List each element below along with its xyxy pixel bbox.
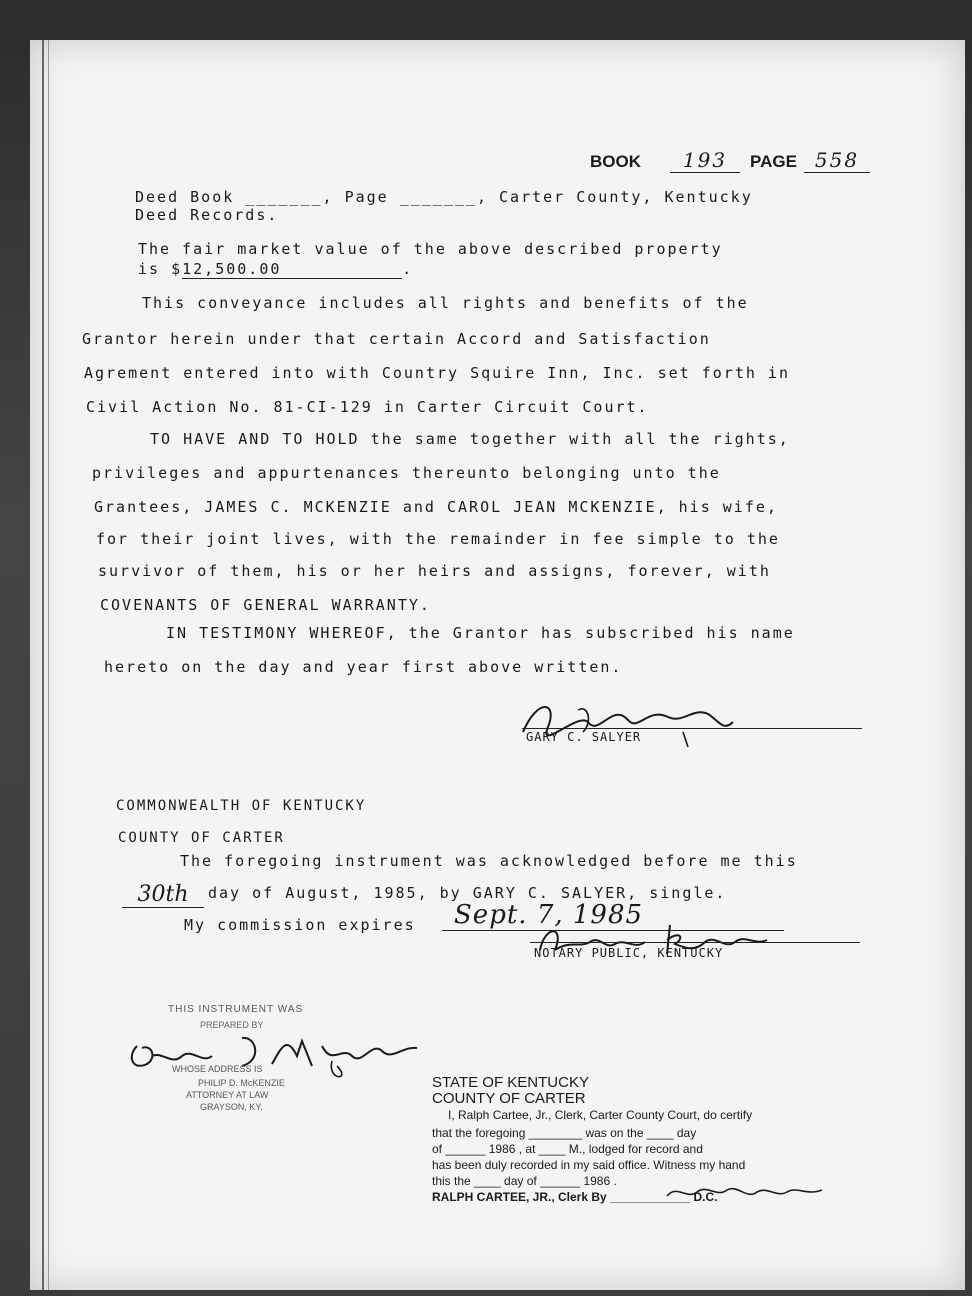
conveyance-line-3: Agrement entered into with Country Squire Inn, Inc. set forth in: [84, 364, 790, 382]
deed-records-line: Deed Records.: [135, 206, 279, 224]
grantor-name: GARY C. SALYER: [526, 730, 642, 744]
habendum-line-1: TO HAVE AND TO HOLD the same together with all the rights,: [150, 430, 790, 448]
page-margin-rule: [42, 40, 44, 1290]
conveyance-line-2: Grantor herein under that certain Accord and Satisfaction: [82, 330, 711, 348]
commission-date: Sept. 7, 1985: [442, 900, 784, 931]
commonwealth-heading: COMMONWEALTH OF KENTUCKY: [116, 798, 367, 814]
clerk-line-5: this the ____ day of ______ 1986 .: [432, 1174, 617, 1188]
conveyance-line-1: This conveyance includes all rights and benefits of the: [142, 294, 749, 312]
fmv-line: The fair market value of the above described property: [138, 240, 723, 258]
acknowledgment-line-2: day of August, 1985, by GARY C. SALYER, single.: [208, 884, 727, 902]
clerk-line-4: has been duly recorded in my said office. Witness my hand: [432, 1158, 746, 1172]
preparer-line-2: PREPARED BY: [200, 1020, 264, 1030]
acknowledgment-line-1: The foregoing instrument was acknowledged before me this: [180, 852, 798, 870]
county-heading: COUNTY OF CARTER: [118, 830, 285, 846]
fmv-amount-line: is $12,500.00 .: [138, 260, 414, 278]
notary-signature-line: [530, 942, 860, 943]
book-number: 193: [670, 148, 740, 173]
testimony-line-2: hereto on the day and year first above written.: [104, 658, 623, 676]
deed-book-line: Deed Book _______, Page _______, Carter County, Kentucky: [135, 188, 753, 206]
conveyance-line-4: Civil Action No. 81-CI-129 in Carter Circuit Court.: [86, 398, 649, 416]
habendum-line-2: privileges and appurtenances thereunto belonging unto the: [92, 464, 721, 482]
preparer-line-4: PHILIP D. McKENZIE: [198, 1078, 285, 1088]
habendum-line-5: survivor of them, his or her heirs and assigns, forever, with: [98, 562, 771, 580]
page-margin-rule-inner: [48, 40, 49, 1290]
habendum-line-4: for their joint lives, with the remainder in fee simple to the: [96, 530, 780, 548]
page-number: 558: [804, 148, 870, 173]
preparer-line-1: THIS INSTRUMENT WAS: [168, 1004, 304, 1015]
book-label: BOOK: [590, 152, 641, 171]
commission-label: My commission expires: [184, 916, 416, 934]
preparer-line-3: WHOSE ADDRESS IS: [172, 1064, 263, 1074]
testimony-line-1: IN TESTIMONY WHEREOF, the Grantor has subscribed his name: [166, 624, 795, 642]
notary-title: NOTARY PUBLIC, KENTUCKY: [534, 946, 724, 960]
clerk-line-1: I, Ralph Cartee, Jr., Clerk, Carter County Court, do certify: [448, 1108, 753, 1122]
fmv-prefix: is $: [138, 260, 183, 278]
document-page: [30, 40, 965, 1290]
clerk-line-3: of ______ 1986 , at ____ M., lodged for record and: [432, 1142, 703, 1156]
clerk-county: COUNTY OF CARTER: [432, 1090, 586, 1107]
preparer-line-6: GRAYSON, KY.: [200, 1102, 263, 1112]
page-label: PAGE: [750, 152, 797, 171]
habendum-line-6: COVENANTS OF GENERAL WARRANTY.: [100, 596, 431, 614]
preparer-line-5: ATTORNEY AT LAW: [186, 1090, 269, 1100]
grantor-signature-line: [522, 728, 862, 729]
clerk-line-2: that the foregoing ________ was on the ____ day: [432, 1126, 697, 1140]
acknowledgment-day: 30th: [122, 882, 204, 908]
habendum-line-3: Grantees, JAMES C. MCKENZIE and CAROL JEAN MCKENZIE, his wife,: [94, 498, 778, 516]
clerk-state: STATE OF KENTUCKY: [432, 1074, 589, 1091]
clerk-line-6: RALPH CARTEE, JR., Clerk By ____________ D.C.: [432, 1190, 718, 1204]
fmv-amount: 12,500.00: [182, 260, 402, 279]
